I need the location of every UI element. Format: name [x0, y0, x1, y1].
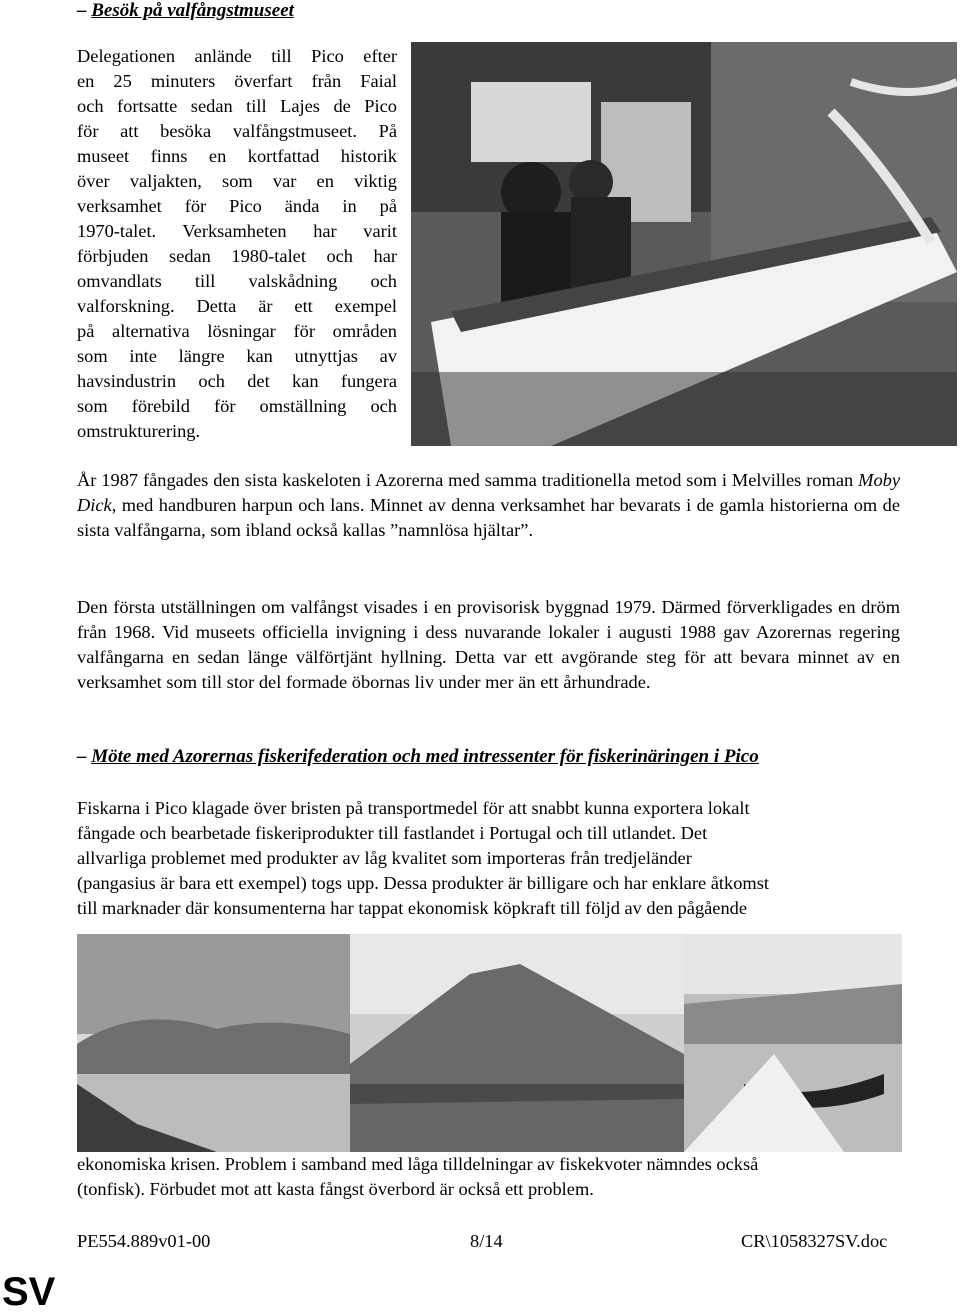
text-line: verksamhet för Pico ända in på — [77, 196, 397, 216]
text-line: ekonomiska krisen. Problem i samband med låga tilldelningar av fiskekvoter nämndes också — [77, 1154, 759, 1174]
museum-boat-image — [411, 42, 957, 446]
text-line: på alternativa lösningar för områden — [77, 321, 397, 341]
text-line: (tonfisk). Förbudet mot att kasta fångst överbord är också ett problem. — [77, 1179, 594, 1199]
text-line: för att besöka valfångstmuseet. På — [77, 121, 397, 141]
text-line: fångade och bearbetade fiskeriprodukter till fastlandet i Portugal och till utlandet. Det — [77, 823, 708, 843]
intro-paragraph — [77, 44, 397, 444]
text-line: omstrukturering. — [77, 421, 201, 441]
text-line: som inte längre kan utnyttjas av — [77, 346, 397, 366]
text-line: museet finns en kortfattad historik — [77, 146, 397, 166]
text-line: allvarliga problemet med produkter av låg kvalitet som importeras från tredjeländer — [77, 848, 692, 868]
para-text: Den första utställningen om valfångst visades i en provisorisk byggnad 1979. Därmed förverkligades en dröm från 1968. Vid museets officiella invigning i dess nuvarande lokaler i augusti 1988 gav Azorernas regering valfångarna en sedan länge välförtjänt hyllning. Detta var ett avgörande steg för att bevara minnet av en verksamhet som till stor del formade öbornas liv under mer än ett århundrade. — [77, 597, 900, 692]
para-text: , med handburen harpun och lans. Minnet av denna verksamhet har bevarats i de gamla historierna om de sista valfångarna, som ibland också kallas ”namnlösa hjältar”. — [77, 495, 900, 540]
text-line: havsindustrin och det kan fungera — [77, 371, 397, 391]
text-line: en 25 minuters överfart från Faial — [77, 71, 397, 91]
text-line: som förebild för omställning och — [77, 396, 397, 416]
boats-photo — [684, 934, 902, 1152]
museum-boat-photo — [411, 42, 957, 446]
heading-dash: – — [77, 746, 87, 767]
text-line: Delegationen anlände till Pico efter — [77, 46, 397, 66]
text-line: (pangasius är bara ett exempel) togs upp. Dessa produkter är billigare och har enklare åtkomst — [77, 873, 769, 893]
section-heading-federation — [77, 746, 759, 768]
harbour-image — [77, 934, 350, 1152]
footer-page-number: 8/14 — [470, 1231, 503, 1251]
paragraph-moby-dick — [77, 468, 900, 543]
text-line: omvandlats till valskådning och — [77, 271, 397, 291]
text-line: och fortsatte sedan till Lajes de Pico — [77, 96, 397, 116]
text-line: valforskning. Detta är ett exempel — [77, 296, 397, 316]
paragraph-fishermen — [77, 796, 900, 921]
footer-doc-ref: PE554.889v01-00 — [77, 1231, 211, 1251]
paragraph-exhibition — [77, 595, 900, 695]
text-line: till marknader där konsumenterna har tappat ekonomisk köpkraft till följd av den pågående — [77, 898, 748, 918]
language-code: SV — [2, 1270, 56, 1314]
volcano-image — [350, 934, 684, 1152]
para-text: År 1987 fångades den sista kaskeloten i Azorerna med samma traditionella metod som i Melvilles roman — [77, 470, 859, 490]
volcano-photo — [350, 934, 684, 1152]
paragraph-economic-crisis — [77, 1152, 900, 1202]
heading-title: Möte med Azorernas fiskerifederation och med intressenter för fiskerinäringen i Pico — [91, 746, 759, 767]
text-line: 1970-talet. Verksamheten har varit — [77, 221, 397, 241]
harbour-photo — [77, 934, 350, 1152]
book-title: Moby Dick — [77, 470, 900, 515]
text-line: Fiskarna i Pico klagade över bristen på transportmedel för att snabbt kunna exportera lokalt — [77, 798, 750, 818]
text-line: förbjuden sedan 1980-talet och har — [77, 246, 397, 266]
boats-image — [684, 934, 902, 1152]
text-line: över valjakten, som var en viktig — [77, 171, 397, 191]
footer-file-name: CR\1058327SV.doc — [741, 1231, 888, 1251]
section-heading-museum — [77, 0, 294, 22]
heading-title: Besök på valfångstmuseet — [91, 0, 294, 21]
heading-dash: – — [77, 0, 87, 21]
